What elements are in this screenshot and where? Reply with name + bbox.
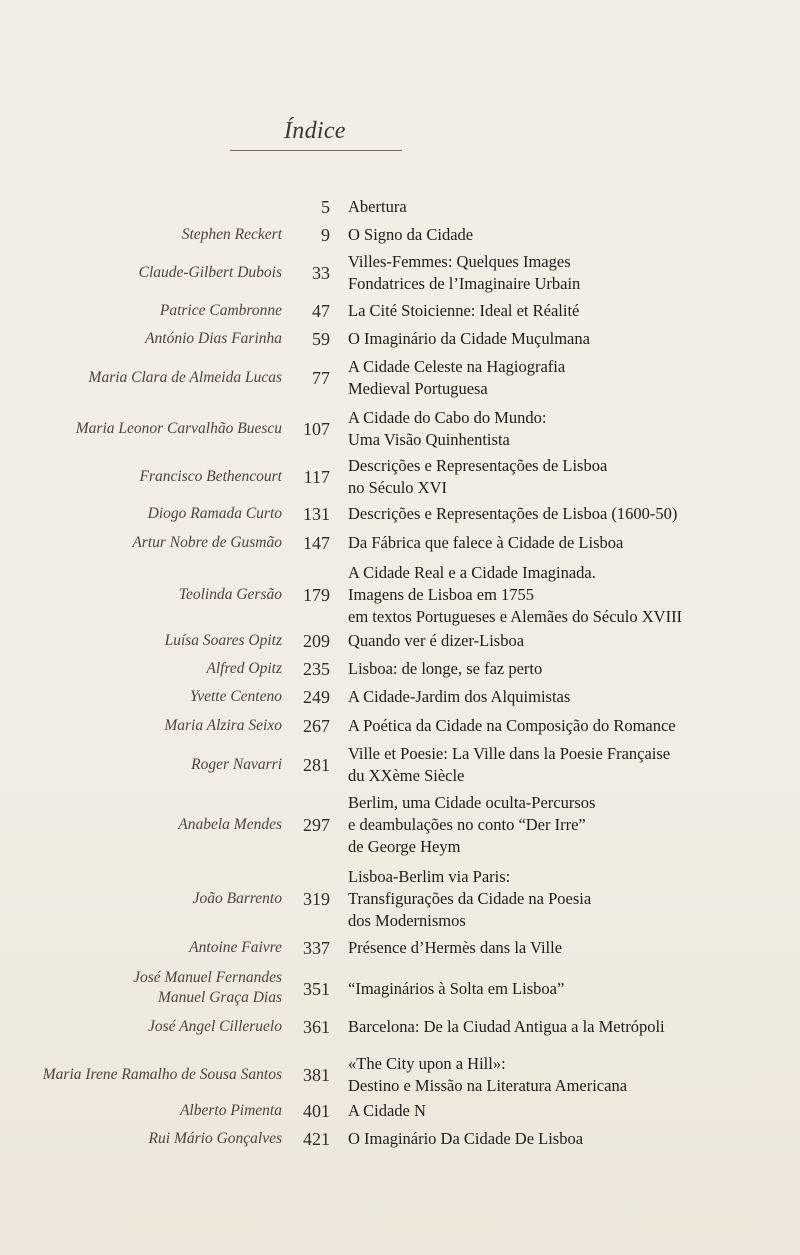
- entry-author: Patrice Cambronne: [159, 302, 282, 319]
- entry-title-line: Quando ver é dizer-Lisboa: [348, 631, 525, 650]
- entry-author: Maria Irene Ramalho de Sousa Santos: [42, 1066, 282, 1083]
- entry-title-line: Transfigurações da Cidade na Poesia: [348, 889, 592, 908]
- entry-title: [348, 792, 595, 858]
- entry-author: Diogo Ramada Curto: [147, 505, 282, 522]
- entry-title-line: du XXème Siècle: [348, 766, 465, 785]
- entry-title-line: dos Modernismos: [348, 911, 466, 930]
- entry-title: [348, 866, 591, 932]
- entry-title: [348, 743, 670, 787]
- entry-page-number: 209: [303, 631, 330, 651]
- entry-page-number: 107: [303, 419, 330, 439]
- entry-title: [348, 1128, 583, 1150]
- entry-author: Stephen Reckert: [181, 226, 282, 243]
- entry-title-line: e deambulações no conto “Der Irre”: [348, 815, 586, 834]
- entry-title: [348, 715, 676, 737]
- entry-title-line: Descrições e Representações de Lisboa: [348, 456, 608, 475]
- entry-title-line: O Imaginário Da Cidade De Lisboa: [348, 1129, 584, 1148]
- entry-title-line: Villes-Femmes: Quelques Images: [348, 252, 571, 271]
- entry-title-line: Lisboa: de longe, se faz perto: [348, 659, 543, 678]
- entry-title: [348, 251, 580, 295]
- entry-author: Alfred Opitz: [206, 660, 282, 677]
- entry-title-line: “Imaginários à Solta em Lisboa”: [348, 979, 565, 998]
- entry-page-number: 351: [303, 979, 330, 999]
- entry-page-number: 33: [312, 263, 330, 283]
- entry-page-number: 337: [303, 938, 330, 958]
- entry-title: [348, 532, 623, 554]
- entry-page-number: 319: [303, 889, 330, 909]
- entry-page-number: 381: [303, 1065, 330, 1085]
- entry-author-line: Manuel Graça Dias: [158, 989, 282, 1006]
- entry-title: [348, 503, 677, 525]
- entry-title: [348, 658, 542, 680]
- entry-author: Artur Nobre de Gusmão: [132, 534, 282, 551]
- page-title: Índice: [284, 118, 346, 144]
- entry-title-line: Descrições e Representações de Lisboa (1600-50): [348, 504, 678, 523]
- entry-title-line: Fondatrices de l’Imaginaire Urbain: [348, 274, 581, 293]
- entry-author: Teolinda Gersão: [178, 586, 282, 603]
- entry-author: Francisco Bethencourt: [139, 468, 282, 485]
- entry-title: [348, 196, 407, 218]
- entry-title: [348, 300, 579, 322]
- entry-author: Maria Clara de Almeida Lucas: [88, 369, 282, 386]
- entry-page-number: 361: [303, 1017, 330, 1037]
- entry-title-line: La Cité Stoicienne: Ideal et Réalité: [348, 301, 580, 320]
- entry-page-number: 281: [303, 755, 330, 775]
- entry-title: [348, 1100, 426, 1122]
- entry-title: [348, 328, 590, 350]
- entry-author: João Barrento: [192, 890, 282, 907]
- entry-title-line: Destino e Missão na Literatura Americana: [348, 1076, 628, 1095]
- entry-title-line: de George Heym: [348, 837, 461, 856]
- entry-title-line: O Imaginário da Cidade Muçulmana: [348, 329, 590, 348]
- entry-page-number: 117: [303, 467, 330, 487]
- entry-title-line: A Poética da Cidade na Composição do Romance: [348, 716, 676, 735]
- entry-title-line: Imagens de Lisboa em 1755: [348, 585, 535, 604]
- entry-title-line: A Cidade Celeste na Hagiografia: [348, 357, 566, 376]
- entry-title: [348, 224, 473, 246]
- entry-title: [348, 1053, 627, 1097]
- entry-title-line: Présence d’Hermès dans la Ville: [348, 938, 563, 957]
- entry-page-number: 131: [303, 504, 330, 524]
- entry-title-line: Abertura: [348, 197, 407, 216]
- entry-title-line: A Cidade-Jardim dos Alquimistas: [348, 687, 571, 706]
- entry-title-line: «The City upon a Hill»:: [348, 1054, 506, 1073]
- entry-title-line: Ville et Poesie: La Ville dans la Poesie Française: [348, 744, 671, 763]
- entry-title-line: Berlim, uma Cidade oculta-Percursos: [348, 793, 596, 812]
- entry-page-number: 59: [312, 329, 330, 349]
- entry-author: Rui Mário Gonçalves: [148, 1130, 282, 1147]
- entry-page-number: 421: [303, 1129, 330, 1149]
- entry-title: [348, 407, 546, 451]
- entry-author: Roger Navarri: [191, 756, 282, 773]
- entry-title: [348, 686, 570, 708]
- entry-author: Alberto Pimenta: [179, 1102, 282, 1119]
- entry-title-line: A Cidade do Cabo do Mundo:: [348, 408, 547, 427]
- entry-title-line: Medieval Portuguesa: [348, 379, 488, 398]
- entry-author: Luísa Soares Opitz: [164, 632, 282, 649]
- entry-author: Maria Leonor Carvalhão Buescu: [75, 420, 282, 437]
- entry-title: [348, 978, 564, 1000]
- entry-page-number: 249: [303, 687, 330, 707]
- entry-title: [348, 356, 565, 400]
- entry-page-number: 9: [321, 225, 330, 245]
- entry-title: [348, 455, 607, 499]
- entry-author: Antoine Faivre: [189, 939, 282, 956]
- entry-title: [348, 937, 562, 959]
- entry-page-number: 179: [303, 585, 330, 605]
- entry-title-line: Uma Visão Quinhentista: [348, 430, 510, 449]
- entry-title-line: Da Fábrica que falece à Cidade de Lisboa: [348, 533, 624, 552]
- entry-page-number: 5: [321, 197, 330, 217]
- entry-author: Claude-Gilbert Dubois: [138, 264, 282, 281]
- entry-title-line: Barcelona: De la Ciudad Antigua a la Metrópoli: [348, 1017, 665, 1036]
- entry-author: Maria Alzira Seixo: [164, 717, 282, 734]
- entry-author: Anabela Mendes: [178, 816, 282, 833]
- entry-page-number: 297: [303, 815, 330, 835]
- entry-page-number: 77: [312, 368, 330, 388]
- entry-title-line: no Século XVI: [348, 478, 447, 497]
- entry-page-number: 147: [303, 533, 330, 553]
- entry-page-number: 47: [312, 301, 330, 321]
- entry-title: [348, 562, 682, 628]
- entry-page-number: 401: [303, 1101, 330, 1121]
- entry-page-number: 235: [303, 659, 330, 679]
- entry-title-line: em textos Portugueses e Alemães do Século XVIII: [348, 607, 683, 626]
- entry-page-number: 267: [303, 716, 330, 736]
- entry-title-line: Lisboa-Berlim via Paris:: [348, 867, 511, 886]
- entry-author: [133, 968, 282, 1008]
- entry-author: José Angel Cilleruelo: [147, 1018, 282, 1035]
- entry-author: Yvette Centeno: [190, 688, 282, 705]
- entry-title-line: O Signo da Cidade: [348, 225, 474, 244]
- entry-title-line: A Cidade Real e a Cidade Imaginada.: [348, 563, 596, 582]
- entry-title-line: A Cidade N: [348, 1101, 426, 1120]
- entry-title: [348, 1016, 665, 1038]
- entry-title: [348, 630, 524, 652]
- entry-author: António Dias Farinha: [145, 330, 282, 347]
- entry-author-line: José Manuel Fernandes: [133, 969, 282, 986]
